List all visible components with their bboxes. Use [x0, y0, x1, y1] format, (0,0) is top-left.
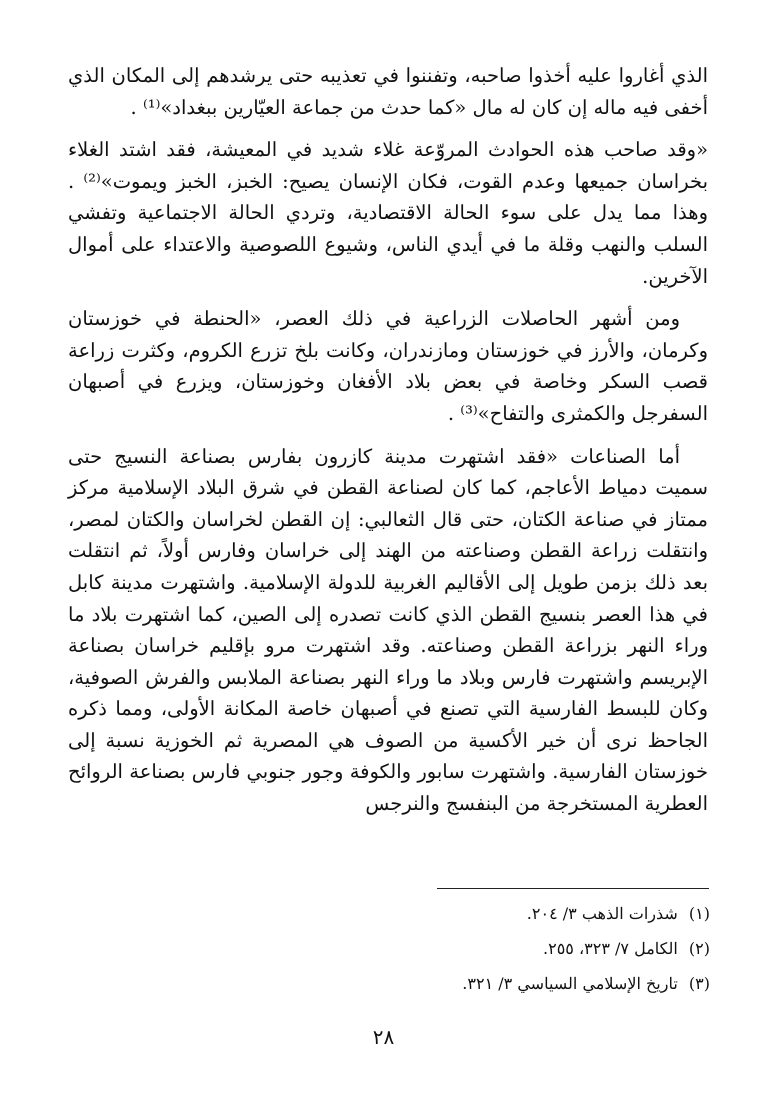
- footnotes: [300, 896, 710, 1001]
- footnote-item: [300, 966, 710, 1001]
- footnote-text: تاريخ الإسلامي السياسي ٣/ ٣٢١.: [462, 974, 678, 993]
- footnote-item: [300, 896, 710, 931]
- paragraph: أما الصناعات «فقد اشتهرت مدينة كازرون بفارس بصناعة النسيج حتى سميت دمياط الأعاجم، كما كان لصناعة القطن في شرق البلاد الإسلامية مركز ممتاز في صناعة الكتان، حتى قال الثعالبي: إن القطن لخراسان والكتان لمصر، وانتقلت زراعة القطن وصناعته من الهند إلى خراسان وفارس أولاً، ثم انتقلت بعد ذلك بزمن طويل إلى الأقاليم الغربية للدولة الإسلامية. واشتهرت مدينة كابل في هذا العصر بنسيج القطن الذي كانت تصدره إلى الصين، كما اشتهرت بلاد ما وراء النهر بزراعة القطن وصناعته. وقد اشتهرت مرو بإقليم خراسان بصناعة الإبريسم واشتهرت فارس وبلاد ما وراء النهر بصناعة الملابس والفرش الصوفية، وكان للبسط الفارسية التي تصنع في أصبهان خاصة المكانة الأولى، ومما ذكره الجاحظ نرى أن خير الأكسية من الصوف هي المصرية ثم الخوزية نسبة إلى خوزستان الفارسية. واشتهرت سابور والكوفة وجور جنوبي فارس بصناعة الروائح العطرية المستخرجة من البنفسج والنرجس: [68, 444, 708, 816]
- paragraph: الذي أغاروا عليه أخذوا صاحبه، وتفننوا في تعذيبه حتى يرشدهم إلى المكان الذي أخفى فيه ماله إن كان له مال «كما حدث من جماعة العيّارين ببغداد»⁽¹⁾ .: [68, 64, 708, 119]
- footnote-number: (٢): [688, 939, 710, 958]
- footnote-number: (١): [688, 904, 710, 923]
- main-text: [68, 60, 708, 831]
- footnote-number: (٣): [688, 974, 710, 993]
- footnote-separator: [437, 888, 709, 889]
- footnote-text: الكامل ٧/ ٣٢٣، ٢٥٥.: [543, 939, 678, 958]
- page-number: ٢٨: [372, 1025, 395, 1049]
- paragraph: ومن أشهر الحاصلات الزراعية في ذلك العصر، «الحنطة في خوزستان وكرمان، والأرز في خوزستان ومازندران، وكانت بلخ تزرع الكروم، وكثرت زراعة قصب السكر وخاصة في بعض بلاد الأفغان وخوزستان، ويزرع في أصبهان السفرجل والكمثرى والتفاح»⁽³⁾ .: [68, 307, 708, 425]
- footnote-text: شذرات الذهب ٣/ ٢٠٤.: [526, 904, 678, 923]
- footnote-item: [300, 931, 710, 966]
- paragraph: «وقد صاحب هذه الحوادث المروّعة غلاء شديد في المعيشة، فقد اشتد الغلاء بخراسان جميعها وعدم القوت، فكان الإنسان يصيح: الخبز، الخبز ويموت»⁽²⁾ . وهذا مما يدل على سوء الحالة الاقتصادية، وتردي الحالة الاجتماعية وتفشي السلب والنهب وقلة ما في أيدي الناس، وشيوع اللصوصية والاعتداء على أموال الآخرين.: [68, 138, 708, 288]
